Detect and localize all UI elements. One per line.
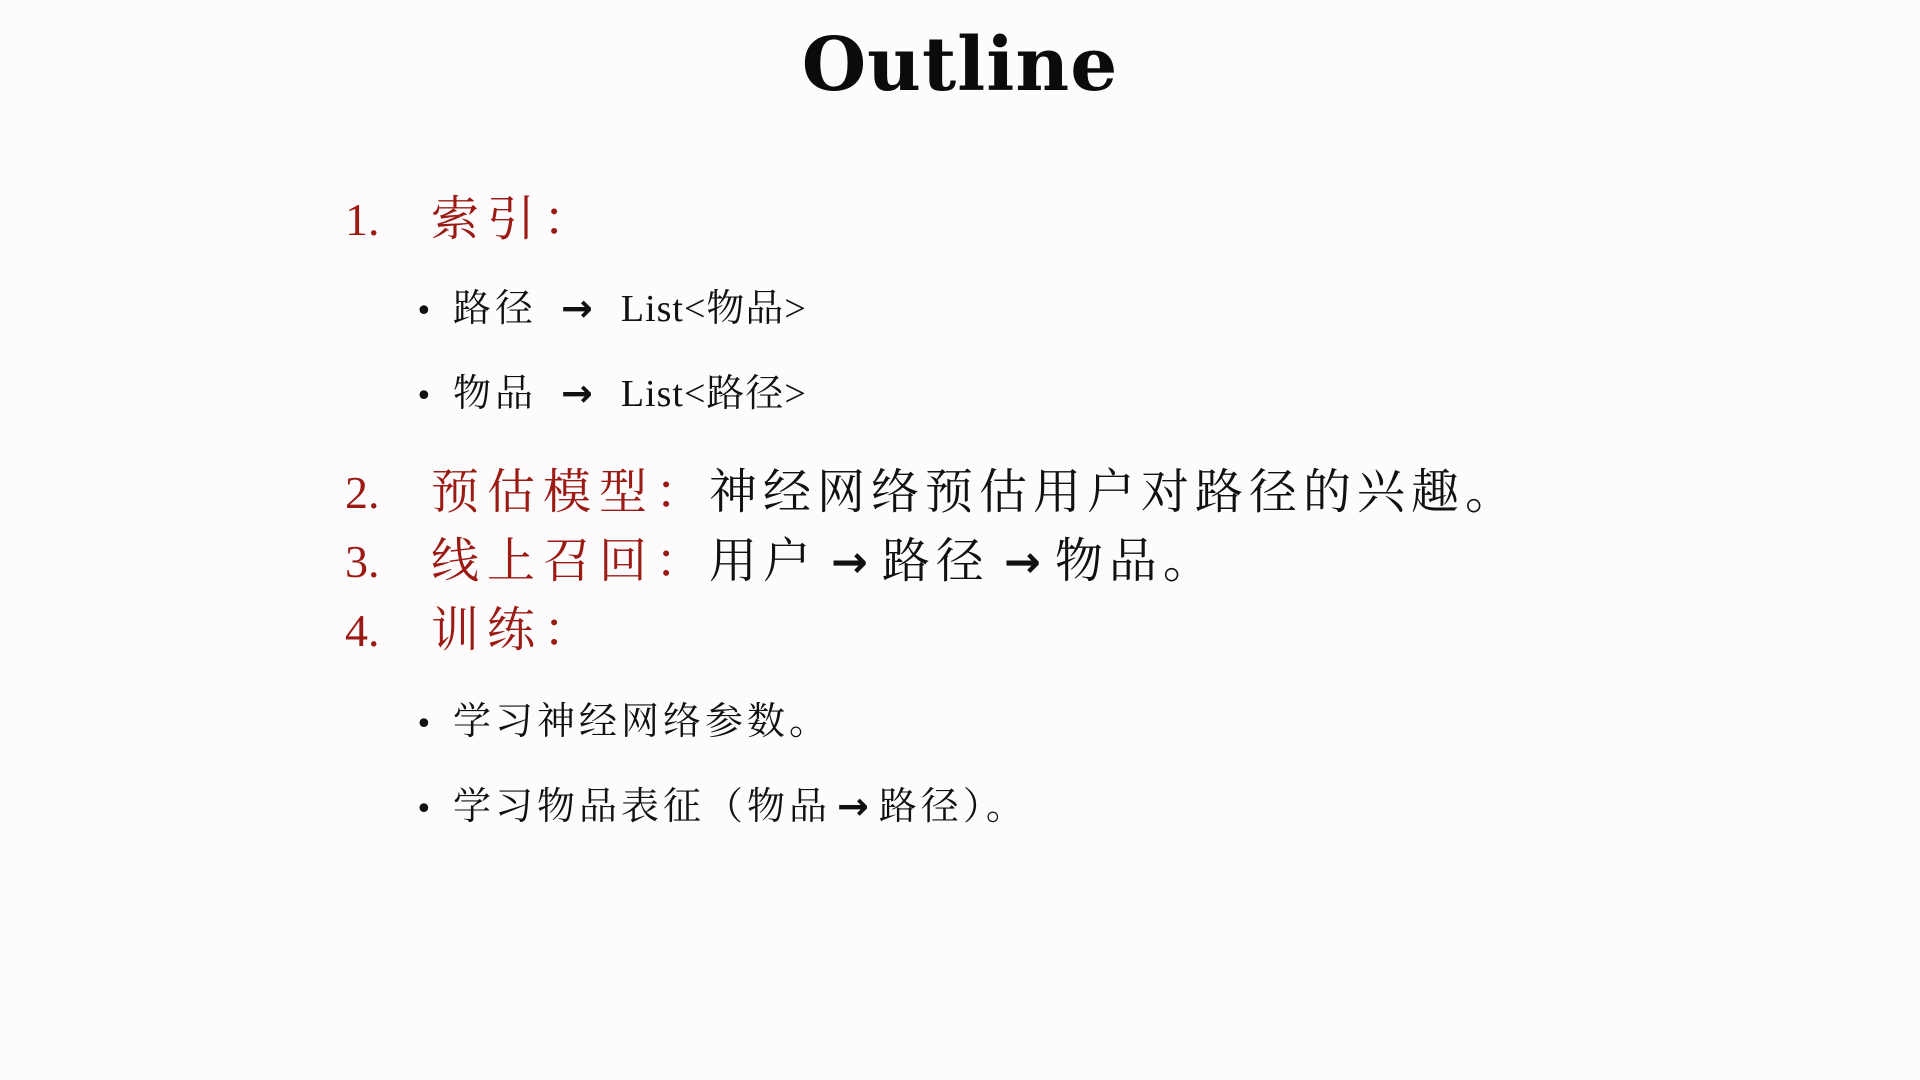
- item-number: 3.: [345, 536, 380, 587]
- flow-step-user: 用户: [709, 533, 818, 589]
- subitem-text: 学习神经网络参数。: [453, 699, 832, 743]
- bullet-icon: •: [415, 379, 437, 414]
- bullet-icon: •: [415, 792, 437, 827]
- subitem-right: List<路径>: [620, 373, 807, 415]
- item-colon: ：: [655, 533, 704, 589]
- outline-item-2: [345, 453, 1745, 522]
- outline-list: [345, 180, 1745, 830]
- item-colon: ：: [543, 602, 592, 658]
- item-label: 预估模型: [431, 464, 656, 520]
- arrow-right-icon: →: [837, 784, 873, 828]
- subitem-text-before: 学习物品表征（物品: [453, 784, 832, 828]
- item-1-subitems: [415, 277, 1745, 417]
- item-label: 索引: [431, 191, 544, 247]
- outline-item-3: [345, 522, 1745, 591]
- flow-end-period: 。: [1162, 533, 1217, 589]
- arrow-right-icon: →: [831, 537, 868, 588]
- item-label: 训练: [431, 602, 544, 658]
- arrow-right-icon: →: [1003, 537, 1041, 588]
- flow-step-item: 物品: [1054, 533, 1163, 589]
- item-description: 神经网络预估用户对路径的兴趣。: [709, 464, 1520, 520]
- subitem: [415, 277, 1745, 332]
- subitem: [415, 690, 1745, 745]
- item-number: 2.: [345, 467, 380, 518]
- arrow-right-icon: →: [561, 371, 597, 415]
- flow-step-path: 路径: [881, 533, 990, 589]
- item-number: 1.: [345, 194, 380, 245]
- item-label: 线上召回: [431, 533, 656, 589]
- item-colon: ：: [655, 464, 704, 520]
- arrow-right-icon: →: [561, 286, 597, 330]
- subitem-left: 物品: [453, 371, 538, 415]
- slide-title: Outline: [801, 22, 1119, 108]
- outline-item-4: [345, 591, 1745, 660]
- subitem: [415, 362, 1745, 417]
- bullet-icon: •: [415, 707, 437, 742]
- item-colon: ：: [543, 191, 592, 247]
- item-number: 4.: [345, 605, 380, 656]
- outline-item-1: [345, 180, 1745, 249]
- subitem-left: 路径: [453, 286, 538, 330]
- bullet-icon: •: [415, 294, 437, 329]
- subitem-right: List<物品>: [620, 288, 807, 330]
- subitem-text-after: 路径）。: [878, 784, 1028, 828]
- subitem: [415, 775, 1745, 830]
- item-4-subitems: [415, 690, 1745, 830]
